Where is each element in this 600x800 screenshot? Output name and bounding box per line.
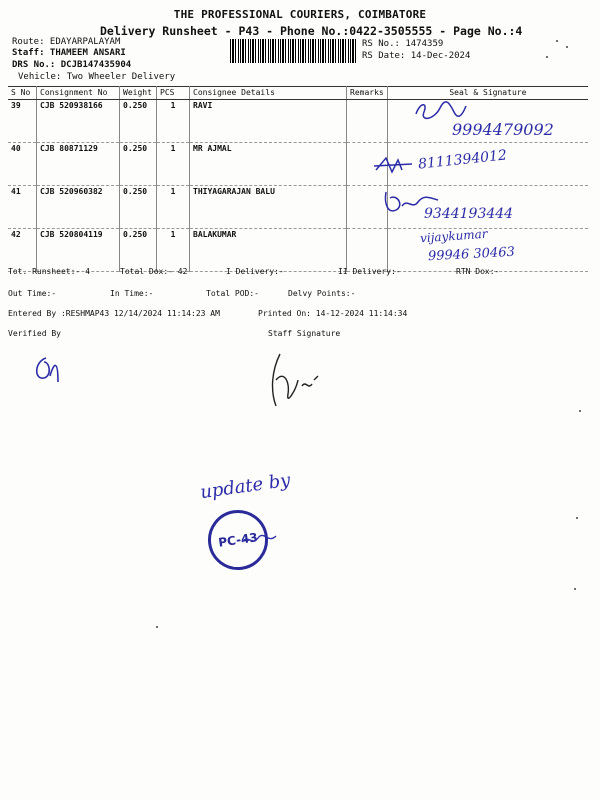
rtn-dox: RTN Dox:- [456, 267, 500, 276]
row-weight: 0.250 [120, 229, 157, 272]
row-sno: 40 [8, 143, 37, 186]
row-sno: 39 [8, 100, 37, 143]
staff-signature [262, 350, 332, 410]
col-remarks: Remarks [347, 87, 388, 100]
rs-number: RS No.: 1474359 [362, 39, 444, 49]
row-sno: 42 [8, 229, 37, 272]
barcode [230, 39, 356, 63]
row-consignment: CJB 520804119 [37, 229, 120, 272]
row-remarks [347, 100, 388, 143]
row-consignment: CJB 520938166 [37, 100, 120, 143]
runsheet-title: Delivery Runsheet - P43 - Phone No.:0422-3505555 - Page No.:4 [100, 24, 523, 38]
row-consignee: THIYAGARAJAN BALU [190, 186, 347, 229]
staff-label: Staff: THAMEEM ANSARI [12, 48, 126, 58]
handwritten-name-4: vijaykumar [419, 226, 488, 246]
stamp-text: PC-43 [217, 530, 259, 550]
row-remarks [347, 229, 388, 272]
handwritten-phone-4: 99946 30463 [427, 244, 516, 265]
row-weight: 0.250 [120, 143, 157, 186]
signature-scribble-1 [410, 100, 470, 122]
row-sno: 41 [8, 186, 37, 229]
row-pcs: 1 [157, 143, 190, 186]
total-runsheet: Tot. Runsheet:- 4 [8, 267, 90, 276]
in-time: In Time:- [110, 289, 154, 298]
row-consignment: CJB 80871129 [37, 143, 120, 186]
vehicle-label: Vehicle: Two Wheeler Delivery [18, 72, 176, 82]
row-weight: 0.250 [120, 186, 157, 229]
company-title: THE PROFESSIONAL COURIERS, COIMBATORE [173, 8, 427, 21]
verified-by-label: Verified By [8, 329, 61, 338]
total-pod: Total POD:- [206, 289, 259, 298]
col-weight: Weight [120, 87, 157, 100]
col-consignment: Consignment No [37, 87, 120, 100]
col-consignee: Consignee Details [190, 87, 347, 100]
col-sno: S No [8, 87, 37, 100]
table-header-row [8, 87, 588, 100]
signature-scribble-2 [372, 152, 422, 178]
row-pcs: 1 [157, 229, 190, 272]
staff-signature-label: Staff Signature [268, 329, 341, 338]
verified-signature [30, 352, 70, 388]
rs-date: RS Date: 14-Dec-2024 [362, 51, 471, 61]
row-consignee: RAVI [190, 100, 347, 143]
handwritten-phone-1: 9994479092 [452, 120, 554, 139]
row-consignment: CJB 520960382 [37, 186, 120, 229]
row-pcs: 1 [157, 186, 190, 229]
entered-by: Entered By :RESHMAP43 12/14/2024 11:14:23 AM [8, 309, 220, 318]
row-consignee: BALAKUMAR [190, 229, 347, 272]
out-time: Out Time:- [8, 289, 57, 298]
row-consignee: MR AJMAL [190, 143, 347, 186]
route-label: Route: EDAYARPALAYAM [12, 37, 121, 47]
total-dox: Total Dox:- 42 [120, 267, 188, 276]
col-seal-signature: Seal & Signature [387, 87, 588, 100]
i-delivery: I Delivery:- [226, 267, 284, 276]
drs-label: DRS No.: DCJB147435904 [12, 60, 132, 70]
row-weight: 0.250 [120, 100, 157, 143]
stamp-scribble [240, 530, 280, 550]
delivery-points: Delvy Points:- [288, 289, 356, 298]
printed-on: Printed On: 14-12-2024 11:14:34 [258, 309, 408, 318]
handwritten-phone-2: 8111394012 [417, 147, 508, 173]
handwritten-update-note: update by [198, 469, 292, 504]
runsheet-table [8, 86, 588, 272]
handwritten-phone-3: 9344193444 [424, 206, 514, 222]
col-pcs: PCS [157, 87, 190, 100]
row-pcs: 1 [157, 100, 190, 143]
ii-delivery: II Delivery:- [338, 267, 401, 276]
